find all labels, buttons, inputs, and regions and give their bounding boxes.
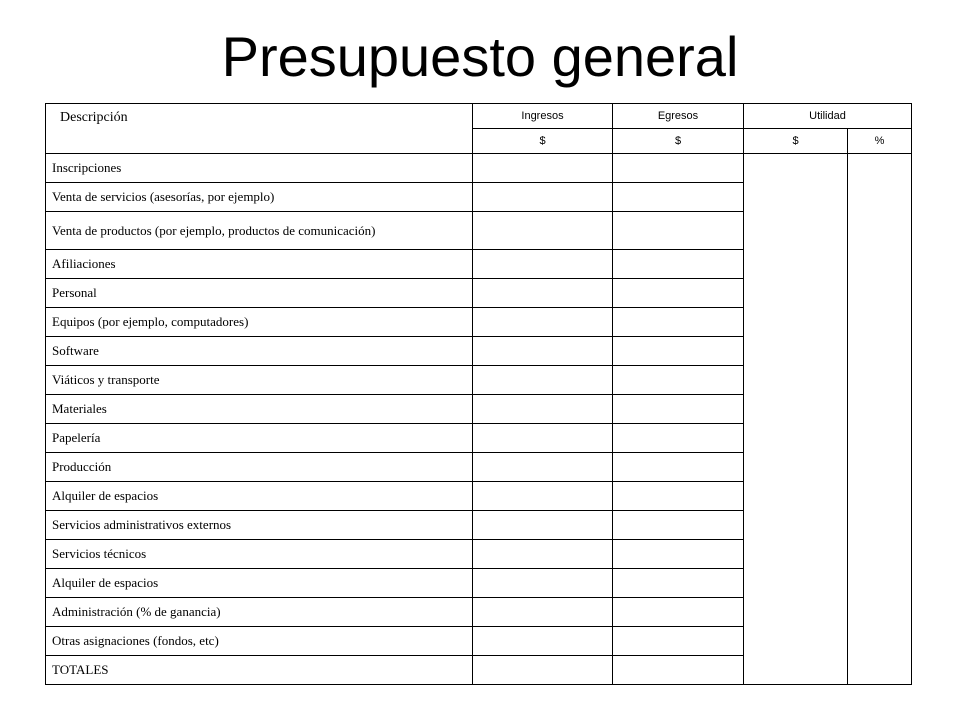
row-label: Alquiler de espacios xyxy=(46,569,473,598)
ingresos-cell[interactable] xyxy=(473,308,613,337)
ingresos-cell[interactable] xyxy=(473,250,613,279)
ingresos-cell[interactable] xyxy=(473,212,613,250)
ingresos-cell[interactable] xyxy=(473,183,613,212)
ingresos-cell[interactable] xyxy=(473,279,613,308)
ingresos-cell[interactable] xyxy=(473,482,613,511)
row-label: Administración (% de ganancia) xyxy=(46,598,473,627)
row-label: Personal xyxy=(46,279,473,308)
ingresos-cell[interactable] xyxy=(473,366,613,395)
egresos-cell[interactable] xyxy=(613,395,744,424)
ingresos-cell[interactable] xyxy=(473,540,613,569)
egresos-header: Egresos xyxy=(613,104,744,129)
egresos-cell[interactable] xyxy=(613,453,744,482)
egresos-cell[interactable] xyxy=(613,540,744,569)
table-row xyxy=(46,154,912,183)
row-label: TOTALES xyxy=(46,656,473,685)
row-label: Alquiler de espacios xyxy=(46,482,473,511)
egresos-cell[interactable] xyxy=(613,482,744,511)
row-label: Viáticos y transporte xyxy=(46,366,473,395)
row-label: Producción xyxy=(46,453,473,482)
row-label: Venta de productos (por ejemplo, productos de comunicación) xyxy=(46,212,473,250)
utilidad-header: Utilidad xyxy=(744,104,912,129)
ingresos-cell[interactable] xyxy=(473,337,613,366)
budget-table xyxy=(45,103,912,685)
utilidad-amount-unit: $ xyxy=(744,129,848,154)
row-label: Equipos (por ejemplo, computadores) xyxy=(46,308,473,337)
row-label: Servicios técnicos xyxy=(46,540,473,569)
egresos-cell[interactable] xyxy=(613,424,744,453)
row-label: Otras asignaciones (fondos, etc) xyxy=(46,627,473,656)
egresos-cell[interactable] xyxy=(613,154,744,183)
ingresos-unit: $ xyxy=(473,129,613,154)
utilidad-percent-cell[interactable] xyxy=(848,154,912,685)
ingresos-cell[interactable] xyxy=(473,569,613,598)
egresos-cell[interactable] xyxy=(613,308,744,337)
utilidad-percent-unit: % xyxy=(848,129,912,154)
ingresos-header: Ingresos xyxy=(473,104,613,129)
header-row xyxy=(46,104,912,129)
egresos-cell[interactable] xyxy=(613,183,744,212)
row-label: Inscripciones xyxy=(46,154,473,183)
slide-title: Presupuesto general xyxy=(221,25,739,88)
row-label: Afiliaciones xyxy=(46,250,473,279)
egresos-cell[interactable] xyxy=(613,656,744,685)
ingresos-cell[interactable] xyxy=(473,598,613,627)
egresos-cell[interactable] xyxy=(613,212,744,250)
egresos-unit: $ xyxy=(613,129,744,154)
egresos-cell[interactable] xyxy=(613,569,744,598)
egresos-cell[interactable] xyxy=(613,627,744,656)
row-label: Venta de servicios (asesorías, por ejemplo) xyxy=(46,183,473,212)
utilidad-amount-cell[interactable] xyxy=(744,154,848,685)
row-label: Software xyxy=(46,337,473,366)
ingresos-cell[interactable] xyxy=(473,656,613,685)
egresos-cell[interactable] xyxy=(613,366,744,395)
ingresos-cell[interactable] xyxy=(473,424,613,453)
row-label: Papelería xyxy=(46,424,473,453)
ingresos-cell[interactable] xyxy=(473,453,613,482)
row-label: Servicios administrativos externos xyxy=(46,511,473,540)
ingresos-cell[interactable] xyxy=(473,395,613,424)
ingresos-cell[interactable] xyxy=(473,154,613,183)
egresos-cell[interactable] xyxy=(613,250,744,279)
description-header: Descripción xyxy=(46,104,473,154)
egresos-cell[interactable] xyxy=(613,337,744,366)
egresos-cell[interactable] xyxy=(613,511,744,540)
row-label: Materiales xyxy=(46,395,473,424)
egresos-cell[interactable] xyxy=(613,598,744,627)
egresos-cell[interactable] xyxy=(613,279,744,308)
ingresos-cell[interactable] xyxy=(473,627,613,656)
ingresos-cell[interactable] xyxy=(473,511,613,540)
